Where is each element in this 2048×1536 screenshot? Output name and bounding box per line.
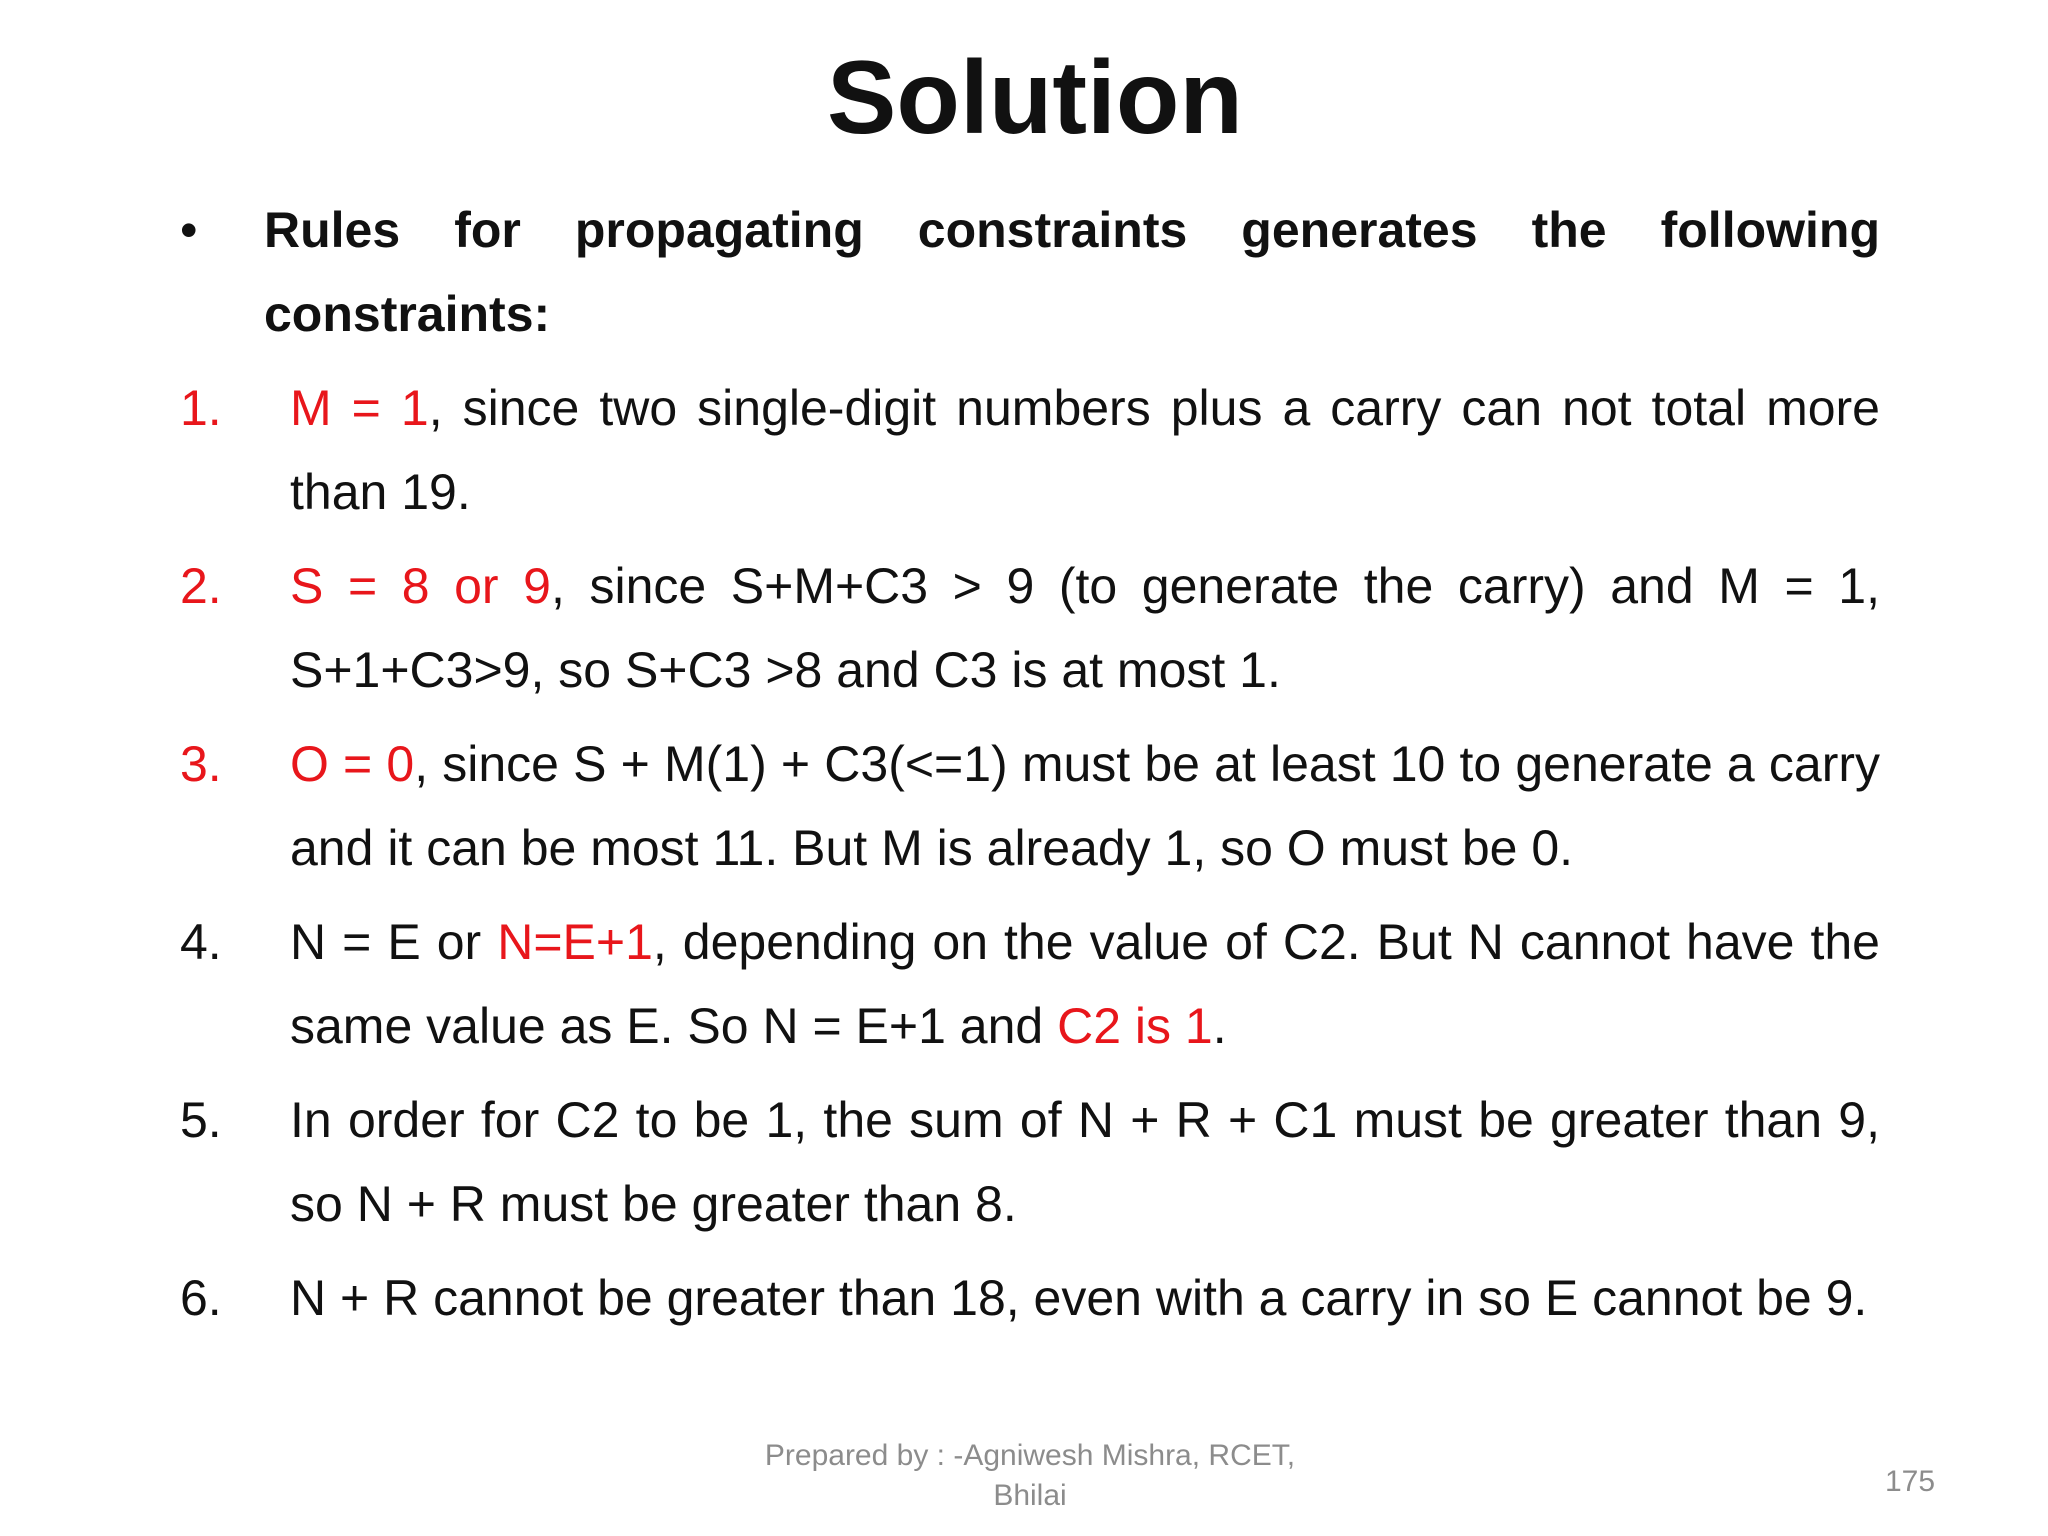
- list-item-number: 6.: [180, 1270, 222, 1326]
- constraint-explanation: , depending on the value of C2. But N cannot have the same value as E. So N = E+1 and: [290, 914, 1880, 1054]
- list-item-number: 4.: [180, 914, 222, 970]
- slide-title: Solution: [827, 40, 1243, 156]
- list-item-number: 2.: [180, 558, 222, 614]
- footer-credit-line-1: Prepared by : -Agniwesh Mishra, RCET,: [764, 1439, 1296, 1472]
- list-item-text: [290, 544, 1880, 712]
- list-item-number: 1.: [180, 380, 222, 436]
- constraint-prefix: N = E or: [290, 914, 498, 970]
- constraint-explanation: , since two single-digit numbers plus a carry can not total more than 19.: [290, 380, 1880, 520]
- list-item-text: In order for C2 to be 1, the sum of N + R + C1 must be greater than 9, so N + R must be greater than 8.: [290, 1092, 1880, 1232]
- constraint-highlight: O = 0: [290, 736, 415, 792]
- constraint-suffix: .: [1212, 998, 1227, 1054]
- list-item-text: [290, 366, 1880, 534]
- constraint-highlight: S = 8 or 9: [290, 558, 551, 614]
- bullet-dot-icon: •: [180, 202, 198, 258]
- list-item-text: [290, 722, 1880, 890]
- page-number: 175: [1884, 1465, 1936, 1498]
- constraint-highlight: M = 1: [290, 380, 429, 436]
- footer-credit-line-2: Bhilai: [993, 1479, 1067, 1512]
- list-item-text: [290, 900, 1880, 1068]
- constraint-highlight: N=E+1: [497, 914, 653, 970]
- constraint-explanation: , since S+M+C3 > 9 (to generate the carry) and M = 1, S+1+C3>9, so S+C3 >8 and C3 is at most 1.: [290, 558, 1880, 698]
- constraint-highlight-2: C2 is 1: [1057, 998, 1213, 1054]
- intro-bullet-text: Rules for propagating constraints generates the following constraints:: [264, 202, 1880, 342]
- list-item-number: 3.: [180, 736, 222, 792]
- list-item-text: N + R cannot be greater than 18, even with a carry in so E cannot be 9.: [290, 1270, 1868, 1326]
- footer-credit: [730, 1436, 1330, 1516]
- constraint-explanation: , since S + M(1) + C3(<=1) must be at least 10 to generate a carry and it can be most 11. But M is already 1, so O must be 0.: [290, 736, 1880, 876]
- list-item-number: 5.: [180, 1092, 222, 1148]
